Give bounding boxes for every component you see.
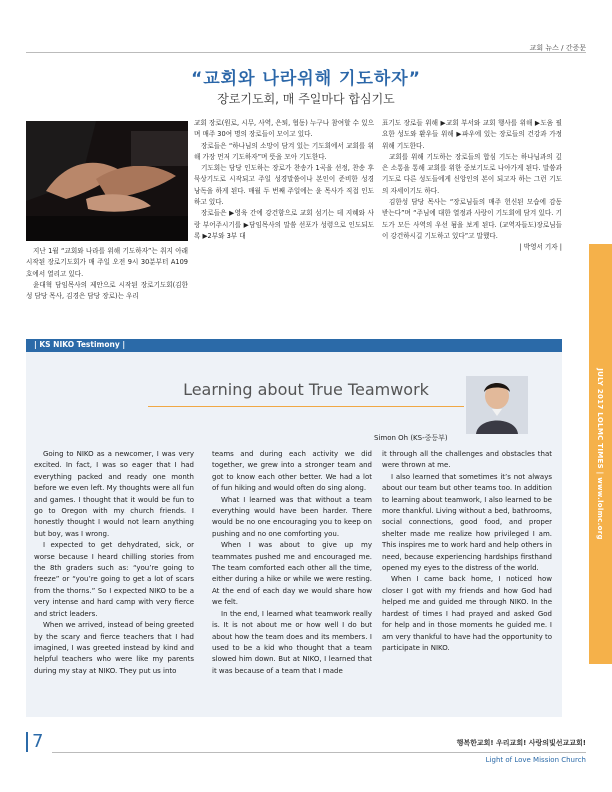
footer-church-name: Light of Love Mission Church [485,756,586,764]
article-author: | 박영서 기자 | [519,243,562,252]
paragraph: I also learned that sometimes it’s not always about our team but other teams too. In addition to learning about teamwork, I also learned to be more thankful. Living without a bed, bathrooms, social connections, good food, and proper shelter made me realize how privileged I am. This inspires me to work hard and help others in need, because experiencing hardships firsthand opened my eyes to the distress of the world. [382,472,552,573]
paragraph: In the end, I learned what teamwork really is. It is not about me or how well I do but about how the team does and its members. I used to be a kid who thought that a team slowed him down. But at NIKO, I learned that it was because of a team that I made [212,609,372,675]
testimony-section-band [26,339,562,352]
header-divider [26,52,586,53]
paragraph: When I came back home, I noticed how closer I got with my friends and how God had helped me and guided me through NIKO. In the hardest of times I had prayed and asked God for help and in those moments he guided me. I am very thankful to have had the opportunity to participate in NIKO. [382,575,552,652]
article-subtitle: 장로기도회, 매 주일마다 합심기도 [217,92,395,106]
paragraph: When I was about to give up my teammates pushed me and encouraged me. The team comforted each other all the time, either during a hike or while we were resting. At the end of each day we would share how we felt. [212,541,372,607]
paragraph: When we arrived, instead of being greeted by the scary and fierce teachers that I had imagined, I was greeted instead by kind and helpful teachers who were like my parents during my stay at NIKO. They put us into [34,621,194,675]
paragraph: 김한성 담당 목사는 “장로님들의 매주 헌신된 모습에 감동 받는다”며 “주님에 대한 열정과 사랑이 기도회에 담겨 있다. 기도가 모든 사역의 우선 됨을 보게 된다. (교역자들도)장로님들이 강건하시길 기도하고 있다”고 말했다. [382,198,562,240]
paragraph: 교회를 위해 기도하는 장로들의 합심 기도는 하나님과의 깊은 소통을 통해 교회를 위한 중보기도로 나아가게 된다. 말씀과 기도로 다른 성도들에게 신앙인의 본이 되고자 하는 그런 기도의 자세이기도 하다. [382,152,562,195]
paragraph: it through all the challenges and obstacles that were thrown at me. [382,450,552,470]
paragraph: I expected to get dehydrated, sick, or worse because I heard chilling stories from the 8th graders such as: “you’re going to freeze” or “you’re going to get a lot of scars from the thorns.” So I expected NIKO to be a very intense and hard camp with very fierce and strict leaders. [34,541,194,618]
paragraph: 윤대혁 담임목사의 제안으로 시작된 장로기도회(김한성 담당 목사, 김경은 담당 장로)는 우리 [26,280,188,301]
paragraph: 표기도 장로들 위해 ▶교회 부서와 교회 행사를 위해 ▶도움 필요한 성도와 환우들 위해 ▶파우에 있는 장로들의 건강과 가정 위해 기도한다. [382,119,562,150]
english-column-2 [212,449,372,677]
prayer-hands-illustration [26,121,188,241]
korean-column-3 [382,118,562,254]
page-number: 7 [26,732,43,752]
prayer-hands-photo [26,121,188,241]
article-title: “교회와 나라위해 기도하자” [191,69,421,89]
paragraph: 교회 장로(원로, 시무, 사역, 은퇴, 협동) 누구나 참여할 수 있으며 매주 30여 명의 장로들이 모이고 있다. [194,119,374,139]
paragraph: What I learned was that without a team everything would have been harder. There would be no one encouraging you to keep on pushing and no one comforting you. [212,495,372,538]
paragraph: 장로들은 ▶영육 간에 강건함으로 교회 섬기는 데 지혜와 사랑 부어주시기를 ▶담임목사의 말씀 선포가 성령으로 인도되도록 ▶2부와 3부 대 [194,209,374,240]
section-tag: 교회 뉴스 / 간증문 [529,44,586,52]
paragraph: Going to NIKO as a newcomer, I was very excited. In fact, I was so eager that I had everything packed and ready one month before we even left. My thoughts were all fun and games. I thought that it would be fun to go to Oregon with my church friends. I honestly thought I would not learn anything but boy, was I wrong. [34,450,194,538]
footer-divider [52,752,586,753]
sidebar-text: JULY 2017 LOLMC TIMES | www.lolmc.org [596,368,604,540]
paragraph: teams and during each activity we did together, we grew into a stronger team and got to know each other better. We had a lot of fun hiking and would often do sing along. [212,450,372,493]
english-column-3 [382,449,552,654]
author-photo [466,376,528,434]
testimony-section-label: | KS NIKO Testimony | [34,340,126,349]
title-underline [148,406,464,407]
testimony-title: Learning about True Teamwork [183,380,429,399]
paragraph: 장로들은 “하나님의 소망이 담겨 있는 기도회에서 교회를 위해 가장 먼저 기도하자”며 뜻을 모아 기도한다. [194,141,374,161]
korean-column-1 [26,246,188,302]
footer-slogan: 행복한교회! 우리교회! 사랑의빛선교교회! [456,739,586,747]
korean-column-2 [194,118,374,242]
paragraph: 지난 1월 “교회와 나라를 위해 기도하자”는 취지 아래 시작된 장로기도회가 매 주일 오전 9시 30분부터 A109호에서 열리고 있다. [26,247,188,278]
paragraph: 기도회는 담당 인도하는 장로가 찬송가 1곡을 선정, 찬송 후 묵상기도로 시작되고 주일 성경말씀이나 본인이 준비한 성경 낭독을 하게 된다. 매월 두 번째 주일에는 윤 목사가 직접 인도하고 있다. [194,164,374,207]
english-column-1 [34,449,194,677]
author-portrait-illustration [466,376,528,434]
testimony-byline: Simon Oh (KS-중등부) [374,434,448,442]
